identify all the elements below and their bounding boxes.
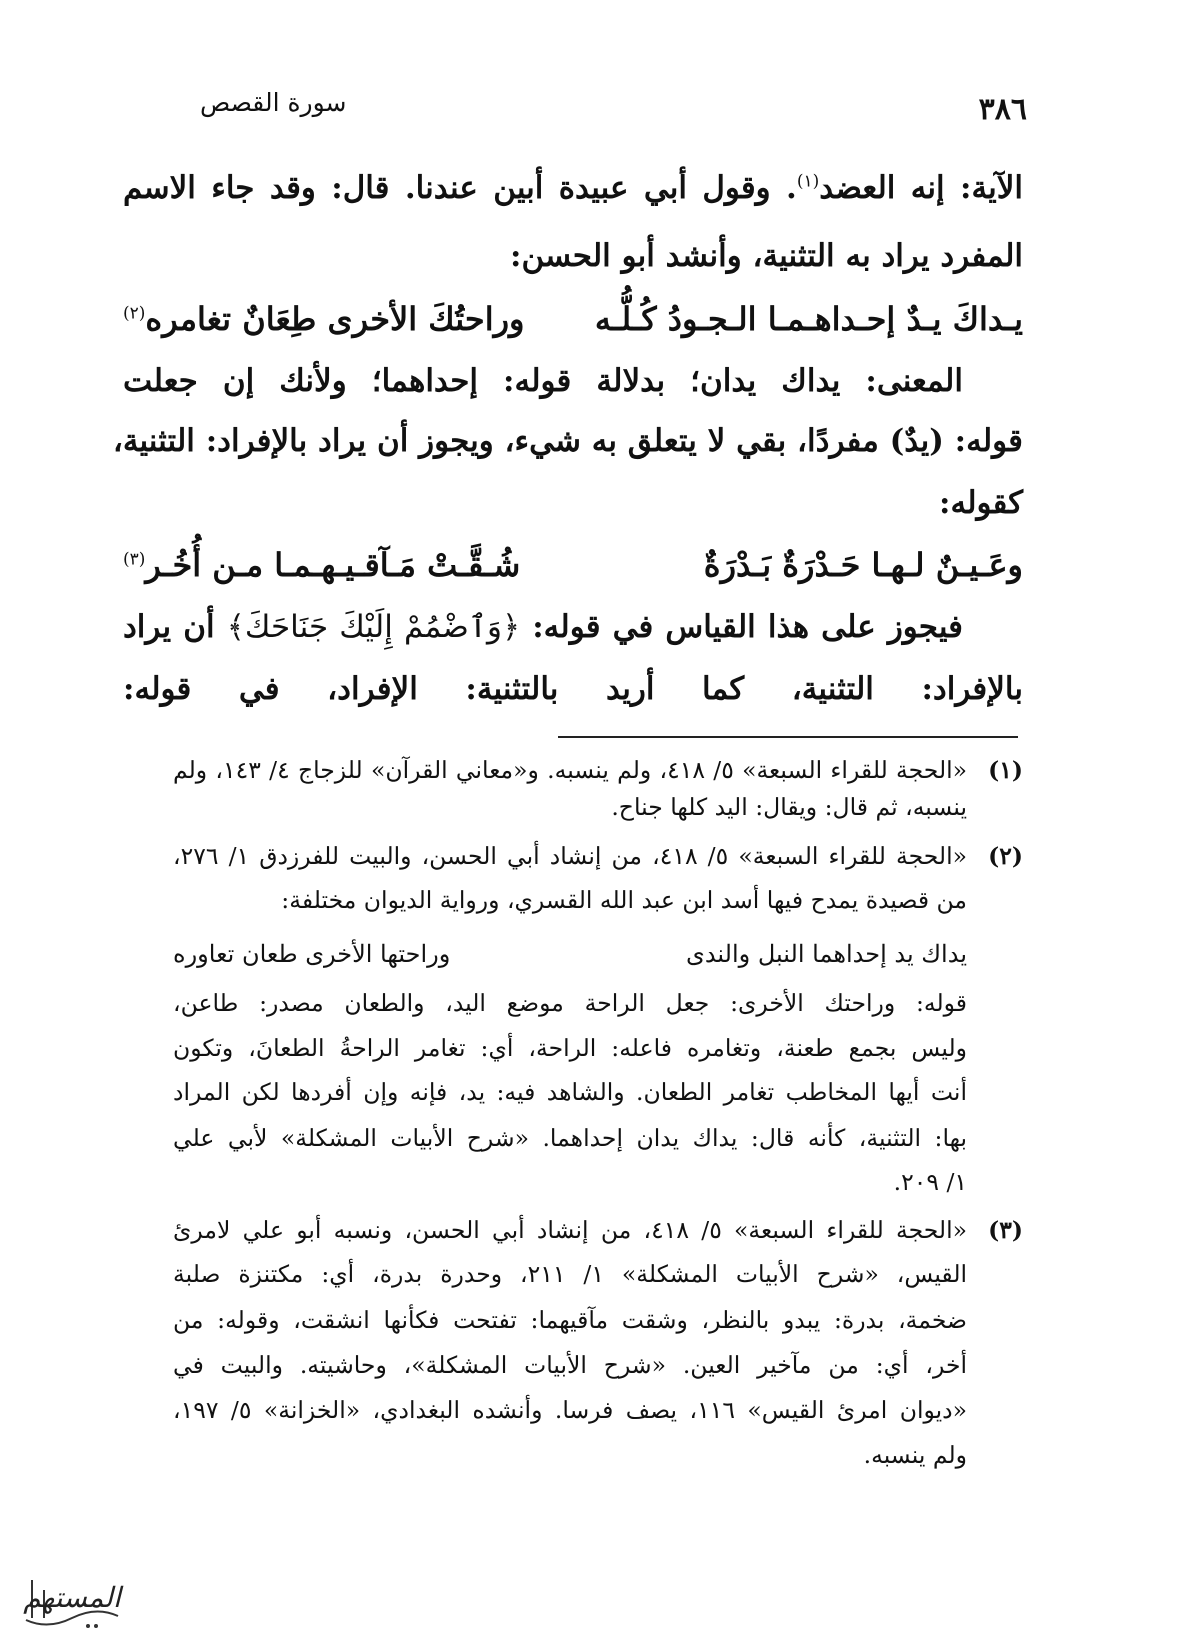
footnote-line: ينسبه، ثم قال: ويقال: اليد كلها جناح. xyxy=(611,793,967,821)
verse-first-hemistich: وعَـيـنٌ لـهـا حَـدْرَةٌ بَـدْرَةٌ xyxy=(703,546,1023,584)
main-text-line xyxy=(123,165,1023,211)
footnote-reference: (١) xyxy=(796,171,820,192)
publisher-logo xyxy=(18,1560,126,1634)
footnote-line: وليس بجمع طعنة، وتغامره فاعله: الراحة، أي: تغامر الراحةُ الطعانَ، وتكون xyxy=(173,1034,967,1062)
page-number: ٣٨٦ xyxy=(978,92,1027,127)
footnote-number: (٣) xyxy=(988,1216,1023,1244)
footnote-line: (١) «الحجة للقراء السبعة» ٥/ ٤١٨، ولم ينسبه. و«معاني القرآن» للزجاج ٤/ ١٤٣، ولم xyxy=(173,752,967,788)
main-text-line: المفرد يراد به التثنية، وأنشد أبو الحسن: xyxy=(510,238,1023,274)
footnote-number: (١) xyxy=(988,756,1023,784)
footnote-line: ولم ينسبه. xyxy=(863,1441,967,1469)
footnote-line: القيس، «شرح الأبيات المشكلة» ١/ ٢١١، وحدرة بدرة، أي: مكتنزة صلبة xyxy=(173,1260,968,1288)
poetry-verse xyxy=(123,542,1023,588)
verse-second-hemistich: شُـقَّـتْ مَـآقـيـهـمـا مـن أُخُـر$^{(٣)}$ xyxy=(123,546,521,584)
footnote-separator xyxy=(558,736,1018,738)
footnote-line: بها: التثنية، كأنه قال: يداك يدان إحداهما. «شرح الأبيات المشكلة» لأبي علي xyxy=(173,1124,967,1152)
footnote-line: «ديوان امرئ القيس» ١١٦، يصف فرسا. وأنشده البغدادي، «الخزانة» ٥/ ١٩٧، xyxy=(173,1396,968,1424)
surah-title: سورة القصص xyxy=(200,88,347,117)
verse-second-hemistich: وراحتُكَ الأخرى طِعَانٌ تغامره$^{(٢)}$ xyxy=(123,300,525,338)
logo-text: المستهم xyxy=(23,1580,121,1614)
text-segment: . وقول أبي عبيدة أبين عندنا. قال: وقد جاء الاسم xyxy=(123,170,797,206)
main-text-line: قوله: (يدٌ) مفردًا، بقي لا يتعلق به شيء، ويجوز أن يراد بالإفراد: التثنية، xyxy=(112,423,1023,459)
footnote-number: (٢) xyxy=(988,842,1023,870)
quran-quote: ﴿وَٱضْمُمْ إِلَيْكَ جَنَاحَكَ﴾ xyxy=(226,609,521,645)
text-segment: فيجوز على هذا القياس في قوله: xyxy=(520,609,963,645)
text-segment: أن يراد xyxy=(123,609,227,645)
verse-second-hemistich: وراحتها الأخرى طعان تعاوره xyxy=(173,940,451,968)
main-text-line: المعنى: يداك يدان؛ بدلالة قوله: إحداهما؛ ولأنك إن جعلت xyxy=(123,363,963,399)
main-text-line xyxy=(123,604,1023,650)
footnote-line: أخر، أي: من مآخير العين. «شرح الأبيات المشكلة»، وحاشيته. والبيت في xyxy=(173,1351,967,1379)
footnote-line: (٢) «الحجة للقراء السبعة» ٥/ ٤١٨، من إنشاد أبي الحسن، والبيت للفرزدق ١/ ٢٧٦، xyxy=(173,838,967,874)
main-text-line: كقوله: xyxy=(939,485,1023,521)
footnote-reference: (٢) xyxy=(123,303,146,324)
footnote-line: قوله: وراحتك الأخرى: جعل الراحة موضع اليد، والطعان مصدر: طاعن، xyxy=(173,989,967,1017)
footnote-line: ١/ ٢٠٩. xyxy=(893,1168,967,1196)
footnote-line: أنت أيها المخاطب تغامر الطعان. والشاهد فيه: يد، فإنه وإن أفردها لكن المراد xyxy=(173,1078,967,1106)
footnote-line: (٣) «الحجة للقراء السبعة» ٥/ ٤١٨، من إنشاد أبي الحسن، ونسبه أبو علي لامرئ xyxy=(173,1212,967,1248)
verse-first-hemistich: يداك يد إحداهما النبل والندى xyxy=(686,940,967,968)
footnote-verse xyxy=(173,936,967,972)
footnote-line: من قصيدة يمدح فيها أسد ابن عبد الله القسري، ورواية الديوان مختلفة: xyxy=(281,886,967,914)
main-text-line: بالإفراد: التثنية، كما أريد بالتثنية: الإفراد، في قوله: xyxy=(123,671,1023,707)
footnote-reference: (٣) xyxy=(123,549,146,570)
text-segment: الآية: إنه العضد xyxy=(819,170,1023,206)
poetry-verse xyxy=(123,296,1023,342)
verse-first-hemistich: يـداكَ يـدٌ إحـداهـمـا الـجـودُ كُـلُّـه xyxy=(594,300,1023,338)
footnote-line: ضخمة، بدرة: يبدو بالنظر، وشقت مآقيهما: تفتحت فكأنها انشقت، وقوله: من xyxy=(173,1306,967,1334)
